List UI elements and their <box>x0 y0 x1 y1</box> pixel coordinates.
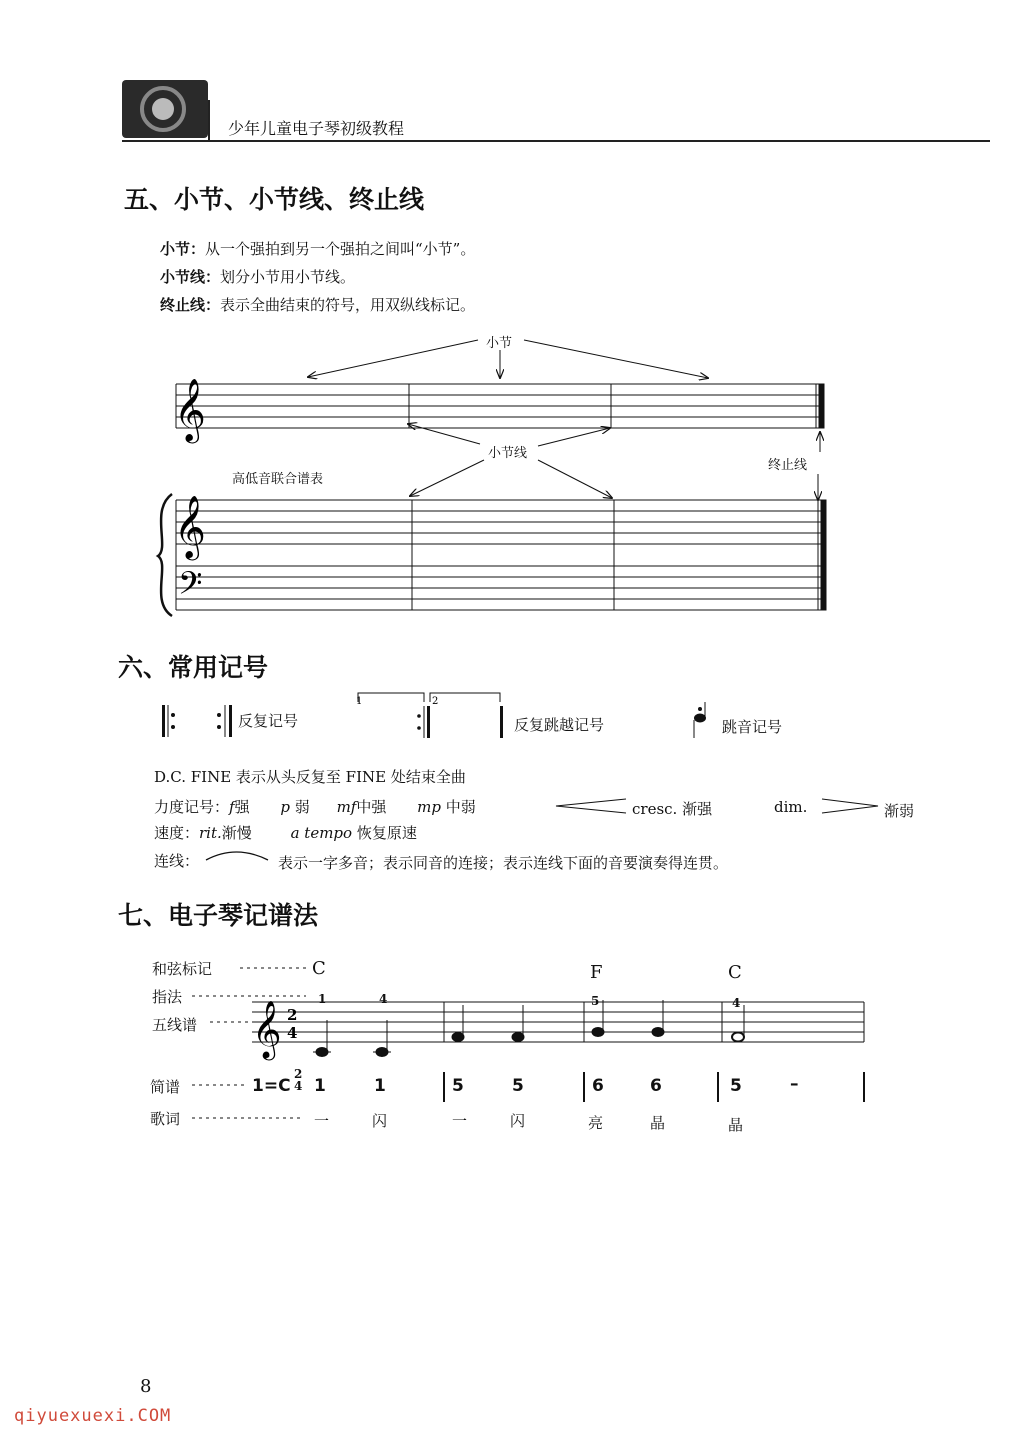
repeat-end-icon <box>217 705 232 737</box>
finger-4: 4 <box>732 996 741 1010</box>
jianpu-note-5: 6 <box>592 1076 604 1096</box>
staccato-label: 跳音记号 <box>722 718 783 736</box>
repeat-start-icon <box>162 705 175 737</box>
volta-bracket-icon <box>358 693 503 738</box>
page-number: 8 <box>140 1376 152 1397</box>
lyric-1: 一 <box>314 1112 330 1130</box>
staccato-note-icon <box>694 702 706 738</box>
arrow-barline-down-1 <box>410 460 484 496</box>
brace-icon <box>158 494 172 616</box>
logo-center-icon <box>152 98 174 120</box>
dc-fine-line: D.C. FINE 表示从头反复至 FINE 处结束全曲 <box>154 768 466 786</box>
def-barline-text: 划分小节用小节线。 <box>220 268 356 286</box>
time-sig-bottom: 4 <box>287 1024 298 1042</box>
dynamics-label: 力度记号： <box>154 798 230 816</box>
dyn-mp: mp <box>417 798 441 816</box>
def-final-text: 表示全曲结束的符号，用双纵线标记。 <box>220 296 476 314</box>
note-a4-2 <box>652 1028 664 1037</box>
jianpu-time-top: 2 <box>294 1067 303 1081</box>
grand-staff-example <box>176 500 826 610</box>
note-c4-2 <box>376 1048 388 1057</box>
repeat-label: 反复记号 <box>238 712 299 730</box>
jianpu-key: 1=C <box>252 1076 291 1096</box>
chord-c-1: C <box>312 958 326 979</box>
row-label-jianpu: 简谱 <box>150 1078 181 1096</box>
cresc-text: 渐强 <box>682 800 713 818</box>
jianpu-time-bottom: 4 <box>294 1079 303 1093</box>
label-final-barline: 终止线 <box>768 458 808 473</box>
finger-1: 1 <box>318 992 327 1006</box>
dim-text: 渐弱 <box>884 802 915 820</box>
bass-clef-icon: 𝄢 <box>178 565 203 609</box>
lyric-7: 晶 <box>728 1116 744 1134</box>
treble-clef-icon: 𝄞 <box>252 1000 282 1058</box>
arrow-barline-up-1 <box>408 424 480 444</box>
note-a4-1 <box>592 1028 604 1037</box>
row-label-finger: 指法 <box>152 988 183 1006</box>
arrow-barline-down-2 <box>538 460 612 498</box>
volta-1-label: 1 <box>356 696 363 707</box>
lyric-6: 晶 <box>650 1114 666 1132</box>
dyn-mp-text: 中弱 <box>445 798 476 816</box>
lyric-5: 亮 <box>588 1114 604 1132</box>
melody-staff <box>252 1002 864 1042</box>
label-grand-staff: 高低音联合谱表 <box>232 472 324 487</box>
jianpu-note-1: 1 <box>314 1076 326 1096</box>
def-measure <box>160 238 475 259</box>
note-c4-1 <box>316 1048 328 1057</box>
dim-term: dim. <box>774 798 808 816</box>
section6-title: 六、常用记号 <box>118 653 269 682</box>
atempo-term: a tempo <box>290 824 353 842</box>
slur-text: 表示一字多音；表示同音的连接；表示连线下面的音要演奏得连贯。 <box>278 854 729 872</box>
chord-f: F <box>590 962 603 983</box>
repeat-skip-label: 反复跳越记号 <box>514 716 605 734</box>
chord-c-2: C <box>728 962 742 983</box>
dyn-p-text: 弱 <box>294 798 310 816</box>
label-barline: 小节线 <box>488 446 528 461</box>
finger-2: 4 <box>379 992 388 1006</box>
rit-term: rit. <box>199 824 222 842</box>
time-sig-top: 2 <box>287 1006 298 1024</box>
treble-staff-example <box>176 384 824 428</box>
lyric-4: 闪 <box>510 1112 526 1130</box>
note-g4-2 <box>512 1033 524 1042</box>
lyric-3: 一 <box>452 1112 468 1130</box>
section7-title: 七、电子琴记谱法 <box>118 901 319 930</box>
dyn-f: f <box>229 798 235 816</box>
label-measure: 小节 <box>486 336 513 351</box>
final-barline <box>819 384 824 428</box>
def-final-term: 终止线： <box>160 296 221 314</box>
lyric-2: 闪 <box>372 1112 388 1130</box>
jianpu-time-sig <box>294 1068 302 1092</box>
jianpu-note-3: 5 <box>452 1076 464 1096</box>
book-logo <box>122 80 208 138</box>
arrow-measure-3 <box>524 340 708 378</box>
header-rule <box>122 140 990 142</box>
row-label-chord: 和弦标记 <box>152 960 213 978</box>
volta-2-label: 2 <box>432 696 439 707</box>
dyn-p: p <box>280 798 290 816</box>
tempo-label: 速度： <box>154 824 200 842</box>
melody-notes <box>313 1000 744 1057</box>
arrow-barline-up-2 <box>538 428 610 446</box>
treble-clef-icon: 𝄞 <box>174 495 206 558</box>
def-final <box>160 294 475 315</box>
tempo-row <box>154 822 417 843</box>
treble-clef-icon: 𝄞 <box>174 378 206 441</box>
note-g4-half <box>732 1033 744 1042</box>
slur-icon <box>206 852 268 860</box>
cresc-term: cresc. <box>632 800 678 818</box>
def-measure-term: 小节： <box>160 240 206 258</box>
watermark: qiyuexuexi.COM <box>14 1406 172 1426</box>
atempo-text: 恢复原速 <box>356 824 417 842</box>
dyn-mf: mf <box>336 798 357 816</box>
def-barline <box>160 266 355 287</box>
slur-label: 连线： <box>154 852 200 870</box>
section5-title: 五、小节、小节线、终止线 <box>124 185 425 214</box>
dynamics-row <box>154 796 476 817</box>
jianpu-note-2: 1 <box>374 1076 386 1096</box>
row-label-staff: 五线谱 <box>152 1016 198 1034</box>
row-label-lyrics: 歌词 <box>150 1110 181 1128</box>
arrow-measure-1 <box>308 340 478 377</box>
crescendo-hairpin-icon <box>556 799 626 813</box>
header-divider <box>208 100 210 142</box>
rit-text: 渐慢 <box>221 824 252 842</box>
note-g4-1 <box>452 1033 464 1042</box>
jianpu-note-4: 5 <box>512 1076 524 1096</box>
jianpu-note-7: 5 <box>730 1076 742 1096</box>
jianpu-note-6: 6 <box>650 1076 662 1096</box>
cresc-row <box>632 798 712 819</box>
def-barline-term: 小节线： <box>160 268 221 286</box>
book-title: 少年儿童电子琴初级教程 <box>228 119 405 138</box>
jianpu-dash: – <box>790 1074 799 1094</box>
dyn-mf-text: 中强 <box>356 798 387 816</box>
dyn-f-text: 强 <box>234 798 250 816</box>
finger-3: 5 <box>591 994 600 1008</box>
diminuendo-hairpin-icon <box>822 799 878 813</box>
def-measure-text: 从一个强拍到另一个强拍之间叫“小节”。 <box>205 240 476 258</box>
